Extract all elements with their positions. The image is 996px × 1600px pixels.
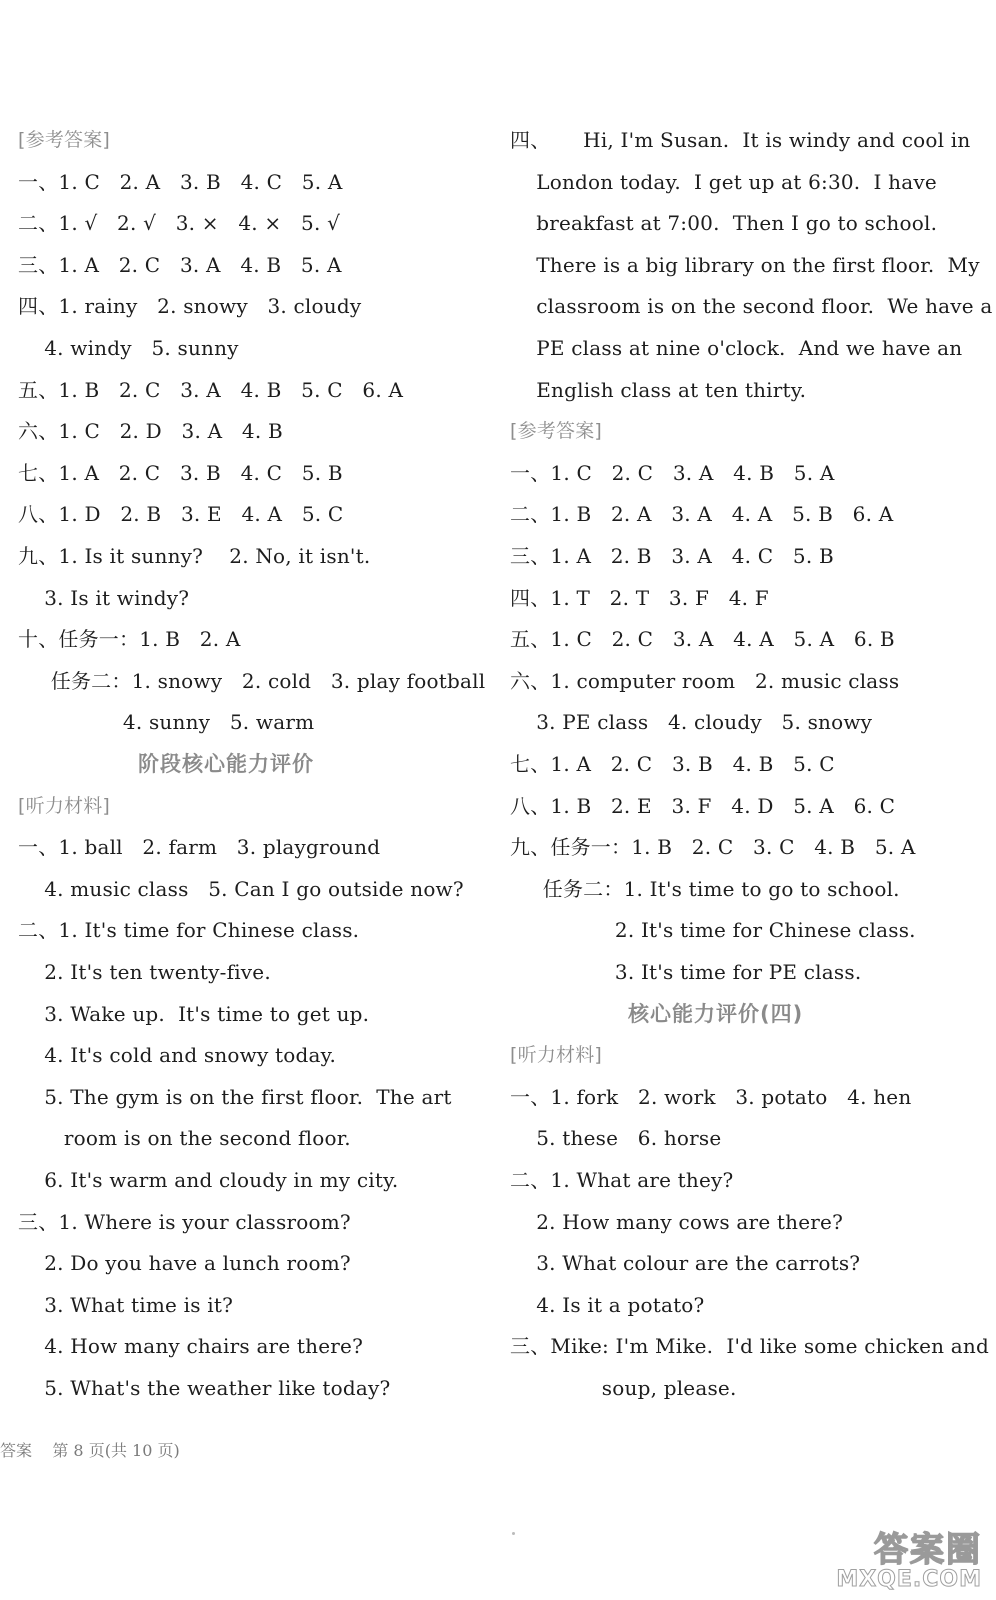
left-line-18: 4. music class 5. Can I go outside now? xyxy=(18,876,464,901)
left-line-29: 4. How many chairs are there? xyxy=(18,1334,363,1359)
right-line-8: 一、1. C 2. C 3. A 4. B 5. A xyxy=(510,460,835,485)
right-line-22: [听力材料] xyxy=(510,1044,603,1067)
right-line-5: PE class at nine o'clock. And we have an xyxy=(510,336,963,360)
right-line-7: [参考答案] xyxy=(510,420,603,443)
left-line-19: 二、1. It's time for Chinese class. xyxy=(18,918,360,943)
watermark-logo xyxy=(836,1522,990,1592)
right-line-14: 3. PE class 4. cloudy 5. snowy xyxy=(510,710,873,735)
right-line-30: soup, please. xyxy=(510,1376,737,1400)
right-line-3: There is a big library on the first floor. My xyxy=(510,252,980,277)
right-line-28: 4. Is it a potato? xyxy=(510,1292,705,1317)
left-line-17: 一、1. ball 2. farm 3. playground xyxy=(18,835,381,860)
right-line-6: English class at ten thirty. xyxy=(510,377,807,402)
left-line-24: room is on the second floor. xyxy=(18,1126,351,1151)
left-line-10: 九、1. Is it sunny? 2. No, it isn't. xyxy=(18,544,371,568)
right-line-0: 四、 Hi, I'm Susan. It is windy and cool in xyxy=(510,128,971,152)
right-line-10: 三、1. A 2. B 3. A 4. C 5. B xyxy=(510,544,834,568)
right-line-16: 八、1. B 2. E 3. F 4. D 5. A 6. C xyxy=(510,793,896,818)
left-line-5: 4. windy 5. sunny xyxy=(18,336,239,360)
page-footer: 答案 第 8 页(共 10 页) xyxy=(0,1441,180,1460)
left-line-16: [听力材料] xyxy=(18,794,111,817)
right-line-26: 2. How many cows are there? xyxy=(510,1209,843,1234)
left-line-22: 4. It's cold and snowy today. xyxy=(18,1043,337,1068)
left-line-0: [参考答案] xyxy=(18,129,111,151)
left-line-11: 3. Is it windy? xyxy=(18,585,190,610)
left-line-27: 2. Do you have a lunch room? xyxy=(18,1251,351,1276)
left-line-26: 三、1. Where is your classroom? xyxy=(18,1209,351,1234)
left-line-13: 任务二：1. snowy 2. cold 3. play football xyxy=(18,668,486,693)
left-line-15: 阶段核心能力评价 xyxy=(138,752,314,776)
left-line-12: 十、任务一：1. B 2. A xyxy=(18,627,241,652)
left-line-7: 六、1. C 2. D 3. A 4. B xyxy=(18,419,283,444)
right-line-15: 七、1. A 2. C 3. B 4. B 5. C xyxy=(510,752,835,776)
watermark-bottom-text: MXQE.COM xyxy=(836,1567,982,1592)
right-line-23: 一、1. fork 2. work 3. potato 4. hen xyxy=(510,1084,912,1109)
right-line-13: 六、1. computer room 2. music class xyxy=(510,668,900,693)
right-line-19: 2. It's time for Chinese class. xyxy=(510,918,916,943)
right-line-27: 3. What colour are the carrots? xyxy=(510,1251,861,1276)
left-line-8: 七、1. A 2. C 3. B 4. C 5. B xyxy=(18,460,343,485)
right-line-9: 二、1. B 2. A 3. A 4. A 5. B 6. A xyxy=(510,502,894,527)
left-line-20: 2. It's ten twenty-five. xyxy=(18,960,271,984)
left-line-30: 5. What's the weather like today? xyxy=(18,1376,391,1400)
left-line-14: 4. sunny 5. warm xyxy=(18,710,315,735)
left-line-2: 二、1. √ 2. √ 3. × 4. × 5. √ xyxy=(18,211,341,236)
watermark-top-text: 答案圈 xyxy=(874,1530,982,1570)
left-line-3: 三、1. A 2. C 3. A 4. B 5. A xyxy=(18,252,342,277)
left-line-25: 6. It's warm and cloudy in my city. xyxy=(18,1168,399,1192)
right-line-25: 二、1. What are they? xyxy=(510,1168,734,1192)
right-line-4: classroom is on the second floor. We have a xyxy=(510,294,993,319)
right-line-20: 3. It's time for PE class. xyxy=(510,960,862,984)
right-line-2: breakfast at 7:00. Then I go to school. xyxy=(510,211,938,236)
stray-dot xyxy=(512,1532,515,1535)
left-line-6: 五、1. B 2. C 3. A 4. B 5. C 6. A xyxy=(18,377,404,402)
left-line-28: 3. What time is it? xyxy=(18,1292,233,1317)
left-line-23: 5. The gym is on the first floor. The art xyxy=(18,1084,452,1109)
right-line-17: 九、任务一：1. B 2. C 3. C 4. B 5. A xyxy=(510,835,916,860)
right-line-21: 核心能力评价(四) xyxy=(628,1001,804,1026)
left-line-4: 四、1. rainy 2. snowy 3. cloudy xyxy=(18,294,362,319)
left-line-9: 八、1. D 2. B 3. E 4. A 5. C xyxy=(18,502,344,527)
right-line-12: 五、1. C 2. C 3. A 4. A 5. A 6. B xyxy=(510,627,895,652)
right-line-11: 四、1. T 2. T 3. F 4. F xyxy=(510,585,769,610)
right-line-18: 任务二：1. It's time to go to school. xyxy=(510,876,900,901)
left-line-1: 一、1. C 2. A 3. B 4. C 5. A xyxy=(18,169,343,194)
right-line-29: 三、Mike: I'm Mike. I'd like some chicken and xyxy=(510,1334,989,1359)
right-line-24: 5. these 6. horse xyxy=(510,1126,722,1151)
right-line-1: London today. I get up at 6:30. I have xyxy=(510,169,937,194)
left-line-21: 3. Wake up. It's time to get up. xyxy=(18,1001,370,1026)
